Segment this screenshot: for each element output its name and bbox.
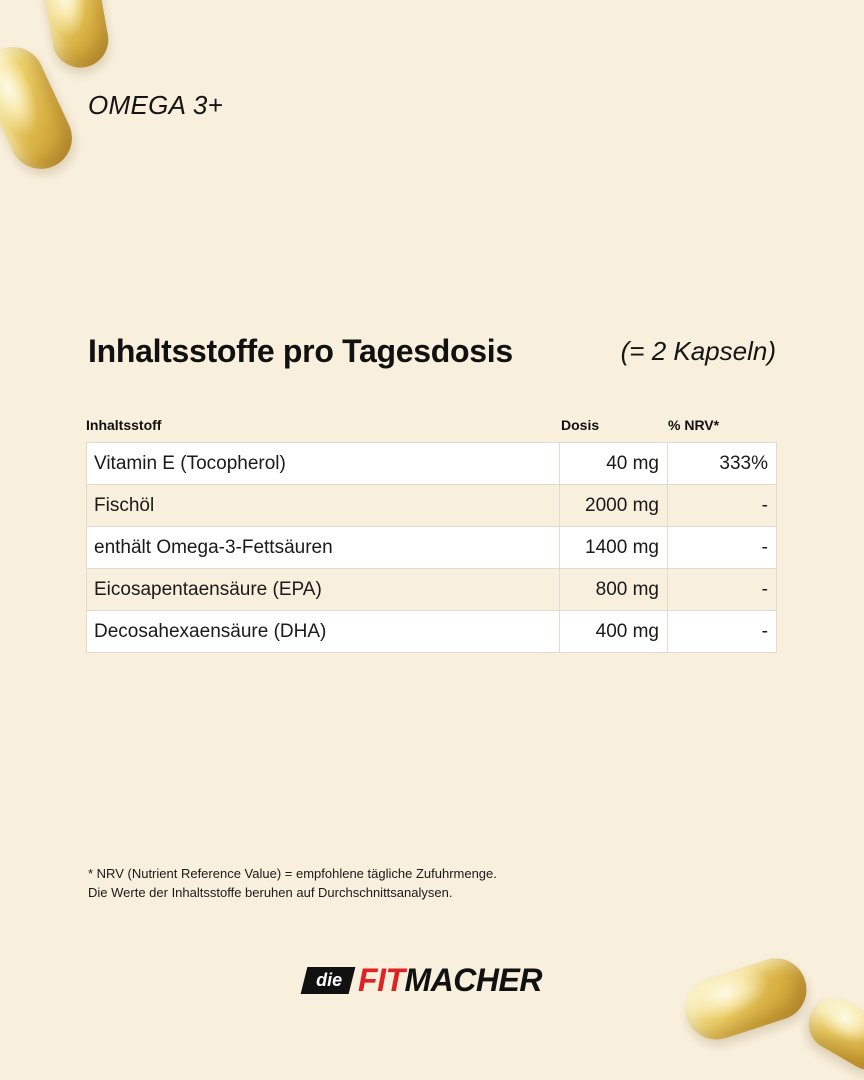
section-title: Inhaltsstoffe pro Tagesdosis bbox=[88, 333, 513, 369]
table-row bbox=[87, 569, 776, 611]
ingredient-nrv: - bbox=[761, 536, 768, 558]
capsule-icon bbox=[39, 0, 113, 72]
ingredient-name: Eicosapentaensäure (EPA) bbox=[87, 569, 560, 610]
ingredient-dose: 400 mg bbox=[560, 611, 668, 652]
ingredient-nrv: - bbox=[761, 620, 768, 642]
ingredient-dose: 1400 mg bbox=[560, 527, 668, 568]
ingredient-name: Decosahexaensäure (DHA) bbox=[87, 611, 560, 652]
header-dose: Dosis bbox=[561, 417, 600, 433]
table-row bbox=[87, 485, 776, 527]
header-ingredient: Inhaltsstoff bbox=[86, 417, 162, 433]
header-nrv: % NRV* bbox=[668, 417, 720, 433]
ingredient-dose: 800 mg bbox=[560, 569, 668, 610]
footnote bbox=[88, 864, 497, 902]
brand-logo bbox=[304, 962, 542, 998]
ingredient-dose: 2000 mg bbox=[560, 485, 668, 526]
logo-macher: MACHER bbox=[404, 961, 542, 998]
table-header bbox=[86, 408, 777, 442]
capsule-icon bbox=[677, 950, 814, 1047]
logo-prefix: die bbox=[301, 967, 356, 994]
ingredient-nrv: 333% bbox=[719, 452, 768, 474]
footnote-analysis: Die Werte der Inhaltsstoffe beruhen auf Durchschnittsanalysen. bbox=[88, 885, 453, 900]
table-row bbox=[87, 527, 776, 569]
ingredient-name: Vitamin E (Tocopherol) bbox=[87, 443, 560, 484]
product-name: OMEGA 3+ bbox=[88, 90, 224, 120]
ingredient-name: Fischöl bbox=[87, 485, 560, 526]
table-row bbox=[87, 611, 776, 653]
table-body bbox=[86, 442, 777, 653]
ingredient-dose: 40 mg bbox=[560, 443, 668, 484]
ingredient-nrv: - bbox=[761, 494, 768, 516]
footnote-nrv: * NRV (Nutrient Reference Value) = empfohlene tägliche Zufuhrmenge. bbox=[88, 866, 497, 881]
ingredient-name: enthält Omega-3-Fettsäuren bbox=[87, 527, 560, 568]
table-row bbox=[87, 443, 776, 485]
ingredients-table bbox=[86, 408, 777, 653]
dose-note: (= 2 Kapseln) bbox=[620, 336, 776, 366]
ingredient-nrv: - bbox=[761, 578, 768, 600]
capsule-icon bbox=[799, 988, 864, 1079]
logo-fit: FIT bbox=[358, 961, 405, 998]
